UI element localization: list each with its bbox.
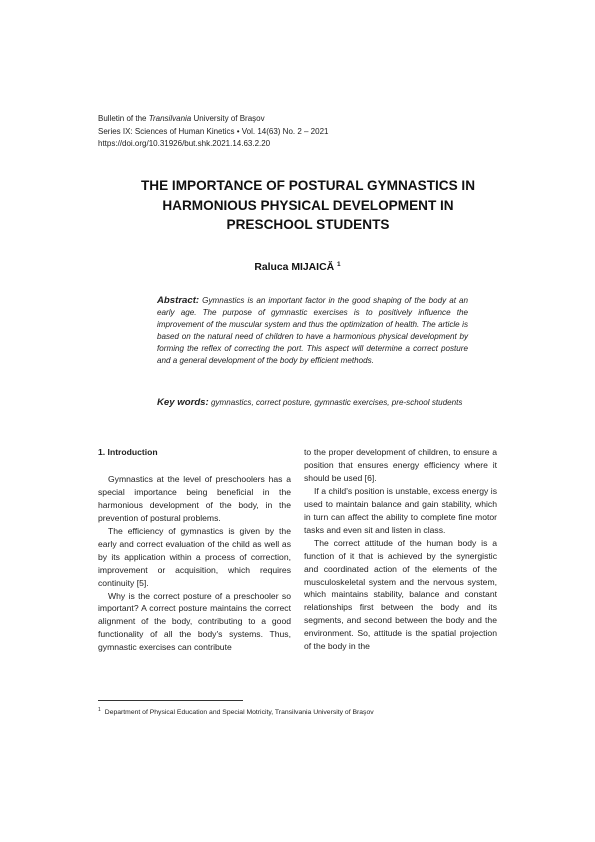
journal-name-prefix: Bulletin of the	[98, 114, 149, 123]
title-line-2: HARMONIOUS PHYSICAL DEVELOPMENT IN	[162, 197, 454, 213]
keywords-text: gymnastics, correct posture, gymnastic exercises, pre-school students	[210, 398, 463, 407]
journal-name-italic: Transilvania	[148, 114, 192, 123]
journal-header	[98, 113, 328, 151]
right-paragraph-3: The correct attitude of the human body is a function of it that is achieved by the synergistic and coordinated action of the elements of the musculoskeletal system and the nervous system, which maintains stability, balance and constant relationships first between the body and its segments, and second between the body and the environment. So, attitude is the spatial projection of the body in the	[304, 537, 497, 652]
footnote-text: Department of Physical Education and Special Motricity, Transilvania University of Braşov	[104, 709, 374, 716]
abstract-label: Abstract:	[157, 295, 200, 306]
left-paragraph-1: Gymnastics at the level of preschoolers has a special importance being beneficial in the harmonious development of the body, in the prevention of postural problems.	[98, 473, 291, 523]
journal-series-line: Series IX: Sciences of Human Kinetics • Vol. 14(63) No. 2 – 2021	[98, 126, 329, 136]
left-paragraph-3: Why is the correct posture of a preschooler so important? A correct posture maintains the correct alignment of the body, contributing to a good functionality of all the body's systems. Thus, gymnastic exercises can contribute	[98, 590, 291, 653]
section-heading: 1. Introduction	[98, 447, 158, 457]
journal-name-suffix: University of Braşov	[191, 114, 265, 123]
author-affiliation-mark: 1	[336, 261, 341, 268]
right-paragraph-1: to the proper development of children, to ensure a position that ensures energy efficiency where it should be used [6].	[304, 447, 497, 483]
title-line-1: THE IMPORTANCE OF POSTURAL GYMNASTICS IN	[140, 178, 476, 193]
abstract-text: Gymnastics is an important factor in the good shaping of the body at an early age. The purpose of gymnastic exercises is to positively influence the improvement of the muscular system and thus the optimization of health. The article is based on the natural need of children to have a harmonious physical development by forming the reflex of correcting the port. This aspect will determine a correct posture and a general development of the body by efficient methods.	[157, 296, 468, 365]
journal-name-line	[98, 113, 328, 126]
author-name: Raluca MIJAICĂ	[254, 262, 335, 273]
abstract-block	[157, 295, 468, 366]
footnote	[98, 707, 374, 716]
keywords-label: Key words:	[157, 397, 209, 408]
left-paragraph-2: The efficiency of gymnastics is given by the early and correct evaluation of the child as well as by its application within a process of correction, improvement or acquisition, which requires continuity [5].	[98, 525, 291, 588]
right-paragraph-2: If a child's position is unstable, excess energy is used to maintain balance and gain stability, which in turn can affect the ability to complete fine motor tasks and even sit and listen in class.	[304, 485, 497, 535]
article-title	[110, 176, 506, 235]
author-line	[0, 261, 595, 273]
right-column	[304, 446, 497, 653]
left-column	[98, 446, 291, 654]
doi-link[interactable]: https://doi.org/10.31926/but.shk.2021.14.63.2.20	[98, 139, 271, 148]
keywords-block	[157, 397, 468, 409]
title-line-3: PRESCHOOL STUDENTS	[226, 217, 390, 232]
footnote-mark: 1	[98, 707, 101, 713]
footnote-divider	[98, 700, 243, 701]
